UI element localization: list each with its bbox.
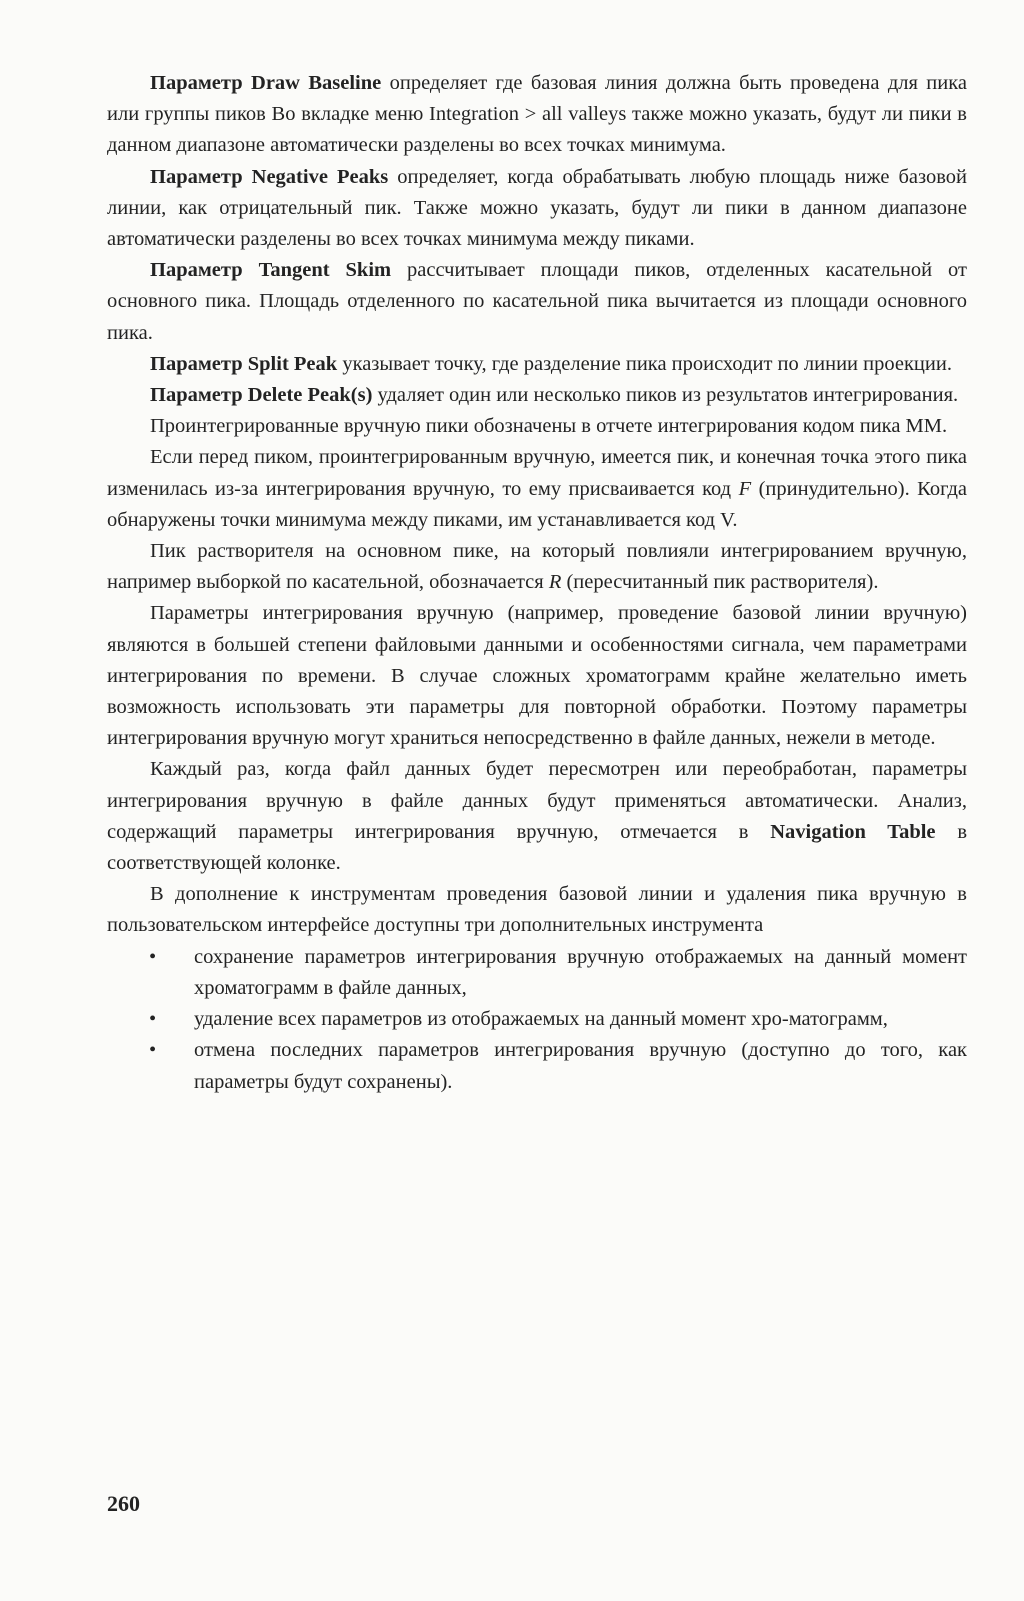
term-draw-baseline: Параметр Draw Baseline <box>150 72 382 94</box>
term-tangent-skim: Параметр Tangent Skim <box>150 259 392 282</box>
paragraph-text: Каждый раз, когда файл данных будет пересмотрен или переобработан, параметры интегрирования вручную в файле данных будут применяться автоматически. Анализ, содержащий параметры интегрирования вручную, отмечается в <box>107 758 967 843</box>
paragraph-text: Пик растворителя на основном пике, на который повлияли интегрированием вручную, например выборкой по касательной, обозначается <box>107 540 967 594</box>
code-r: R <box>548 571 562 594</box>
code-f: F <box>738 477 752 500</box>
paragraph-code-r <box>107 536 967 598</box>
paragraph-manual-params: Параметры интегрирования вручную (например, проведение базовой линии вручную) являются в большей степени файловыми данными и особенностями сигнала, чем параметрами интегрирования по времени. В случае сложных хроматограмм крайне желательно иметь возможность использовать эти параметры для повторной обработки. Поэтому параметры интегрирования вручную могут храниться непосредственно в файле данных, нежели в методе. <box>107 602 967 750</box>
paragraph-text: Если перед пиком, проинтегрированным вручную, имеется пик, и конечная точка этого пика изменилась из-за интегрирования вручную, то ему присваивается код <box>107 446 967 500</box>
paragraph-text: определяет где базовая линия должна быть проведена для пика или группы пиков Во вкладке меню Integration > all valleys также можно указать, будут ли пики в данном диапазоне автоматически разделены во всех точках минимума. <box>107 72 967 157</box>
term-negative-peaks: Параметр Negative Peaks <box>150 165 389 188</box>
term-split-peak: Параметр Split Peak <box>150 352 338 375</box>
paragraph-tools-intro: В дополнение к инструментам проведения базовой линии и удаления пика вручную в пользовательском интерфейсе доступны три дополнительных инструмента <box>107 883 967 937</box>
term-delete-peaks: Параметр Delete Peak(s) <box>150 384 373 407</box>
page-body <box>107 68 967 1098</box>
page-number: 260 <box>107 1491 140 1516</box>
paragraph-text: определяет, когда обрабатывать любую площадь ниже базовой линии, как отрицательный пик. Также можно указать, будут ли пики в данном диапазоне автоматически разделены во всех точках минимума между пиками. <box>107 165 967 251</box>
tools-list <box>107 942 967 1098</box>
list-item: • удаление всех параметров из отображаемых на данный момент хро-матограмм, <box>194 1004 967 1035</box>
paragraph-negative-peaks <box>107 162 967 256</box>
paragraph-text: рассчитывает площади пиков, отделенных касательной от основного пика. Площадь отделенного по касательной пика вычитается из площади основного пика. <box>107 259 967 344</box>
paragraph-text: (пересчитанный пик растворителя). <box>561 571 879 594</box>
paragraph-mm-code: Проинтегрированные вручную пики обозначены в отчете интегрирования кодом пика ММ. <box>150 415 948 438</box>
list-item: • отмена последних параметров интегрирования вручную (доступно до того, как параметры будут сохранены). <box>194 1035 967 1097</box>
term-navigation-table: Navigation Table <box>770 820 936 843</box>
paragraph-text: в соответствующей колонке. <box>107 820 968 875</box>
paragraph-split-peak <box>107 349 967 380</box>
paragraph-delete-peaks <box>107 380 967 411</box>
paragraph-draw-baseline <box>107 68 967 162</box>
paragraph-tangent-skim <box>107 255 967 349</box>
paragraph-code-f <box>107 442 967 536</box>
paragraph-text: указывает точку, где разделение пика происходит по линии проекции. <box>337 352 952 375</box>
paragraph-navigation-table <box>107 754 967 879</box>
paragraph-text: (принудительно). Когда обнаружены точки минимума между пиками, им устанавливается код V. <box>107 477 967 531</box>
paragraph-text: удаляет один или несколько пиков из результатов интегрирования. <box>372 384 959 407</box>
list-item: • сохранение параметров интегрирования вручную отображаемых на данный момент хроматограмм в файле данных, <box>194 942 967 1004</box>
